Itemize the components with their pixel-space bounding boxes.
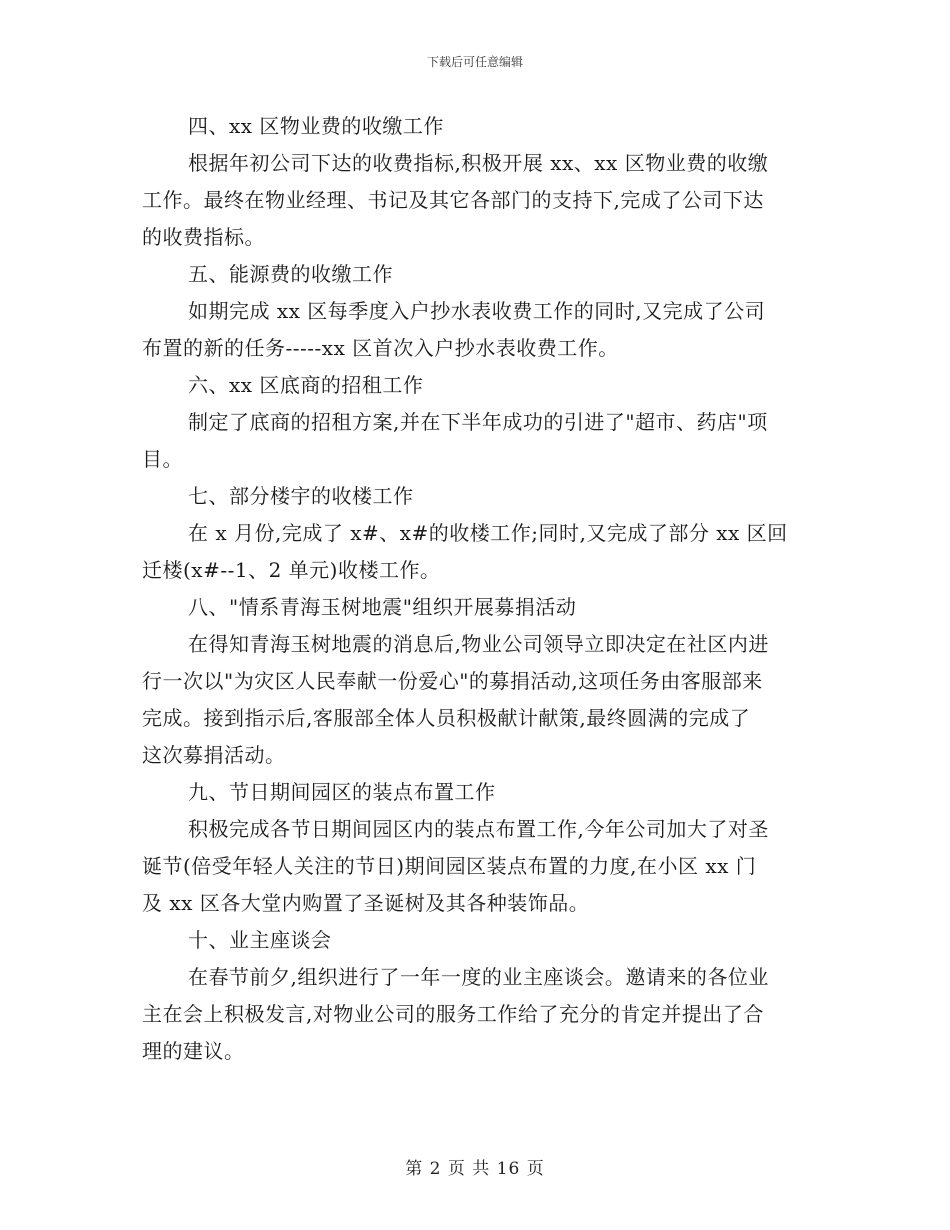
- text-line: 在得知青海玉树地震的消息后,物业公司领导立即决定在社区内进: [188, 632, 769, 656]
- text-line: 及 xx 区各大堂内购置了圣诞树及其各种装饰品。: [142, 891, 590, 915]
- text-line: 理的建议。: [142, 1039, 245, 1063]
- text-line: 根据年初公司下达的收费指标,积极开展 xx、xx 区物业费的收缴: [188, 151, 769, 175]
- text-line: 迁楼(x#--1、2 单元)收楼工作。: [142, 558, 441, 582]
- text-line: 九、节日期间园区的装点布置工作: [188, 780, 496, 804]
- text-line: 积极完成各节日期间园区内的装点布置工作,今年公司加大了对圣: [188, 817, 769, 841]
- text-line: 这次募捐活动。: [142, 743, 286, 767]
- text-line: 完成。接到指示后,客服部全体人员积极献计献策,最终圆满的完成了: [142, 706, 751, 730]
- text-line: 八、"情系青海玉树地震"组织开展募捐活动: [188, 595, 577, 619]
- text-line: 如期完成 xx 区每季度入户抄水表收费工作的同时,又完成了公司: [188, 299, 766, 323]
- page-footer: 第 2 页 共 16 页: [405, 1159, 545, 1179]
- text-line: 主在会上积极发言,对物业公司的服务工作给了充分的肯定并提出了合: [142, 1002, 764, 1026]
- page-header: 下载后可任意编辑: [426, 55, 523, 69]
- text-line: 七、部分楼宇的收楼工作: [188, 484, 414, 508]
- text-line: 目。: [142, 447, 183, 471]
- text-line: 四、xx 区物业费的收缴工作: [188, 114, 444, 138]
- text-line: 十、业主座谈会: [188, 928, 332, 952]
- text-line: 的收费指标。: [142, 225, 265, 249]
- text-line: 布置的新的任务-----xx 区首次入户抄水表收费工作。: [142, 336, 619, 360]
- text-line: 在 x 月份,完成了 x#、x#的收楼工作;同时,又完成了部分 xx 区回: [188, 521, 788, 545]
- text-line: 制定了底商的招租方案,并在下半年成功的引进了"超市、药店"项: [188, 410, 768, 434]
- text-line: 五、能源费的收缴工作: [188, 262, 393, 286]
- text-line: 在春节前夕,组织进行了一年一度的业主座谈会。邀请来的各位业: [188, 965, 769, 989]
- text-line: 工作。最终在物业经理、书记及其它各部门的支持下,完成了公司下达: [142, 188, 764, 212]
- text-line: 诞节(倍受年轻人关注的节日)期间园区装点布置的力度,在小区 xx 门: [142, 854, 757, 878]
- text-line: 行一次以"为灾区人民奉献一份爱心"的募捐活动,这项任务由客服部来: [142, 669, 763, 693]
- text-line: 六、xx 区底商的招租工作: [188, 373, 424, 397]
- document-body: [142, 108, 810, 1070]
